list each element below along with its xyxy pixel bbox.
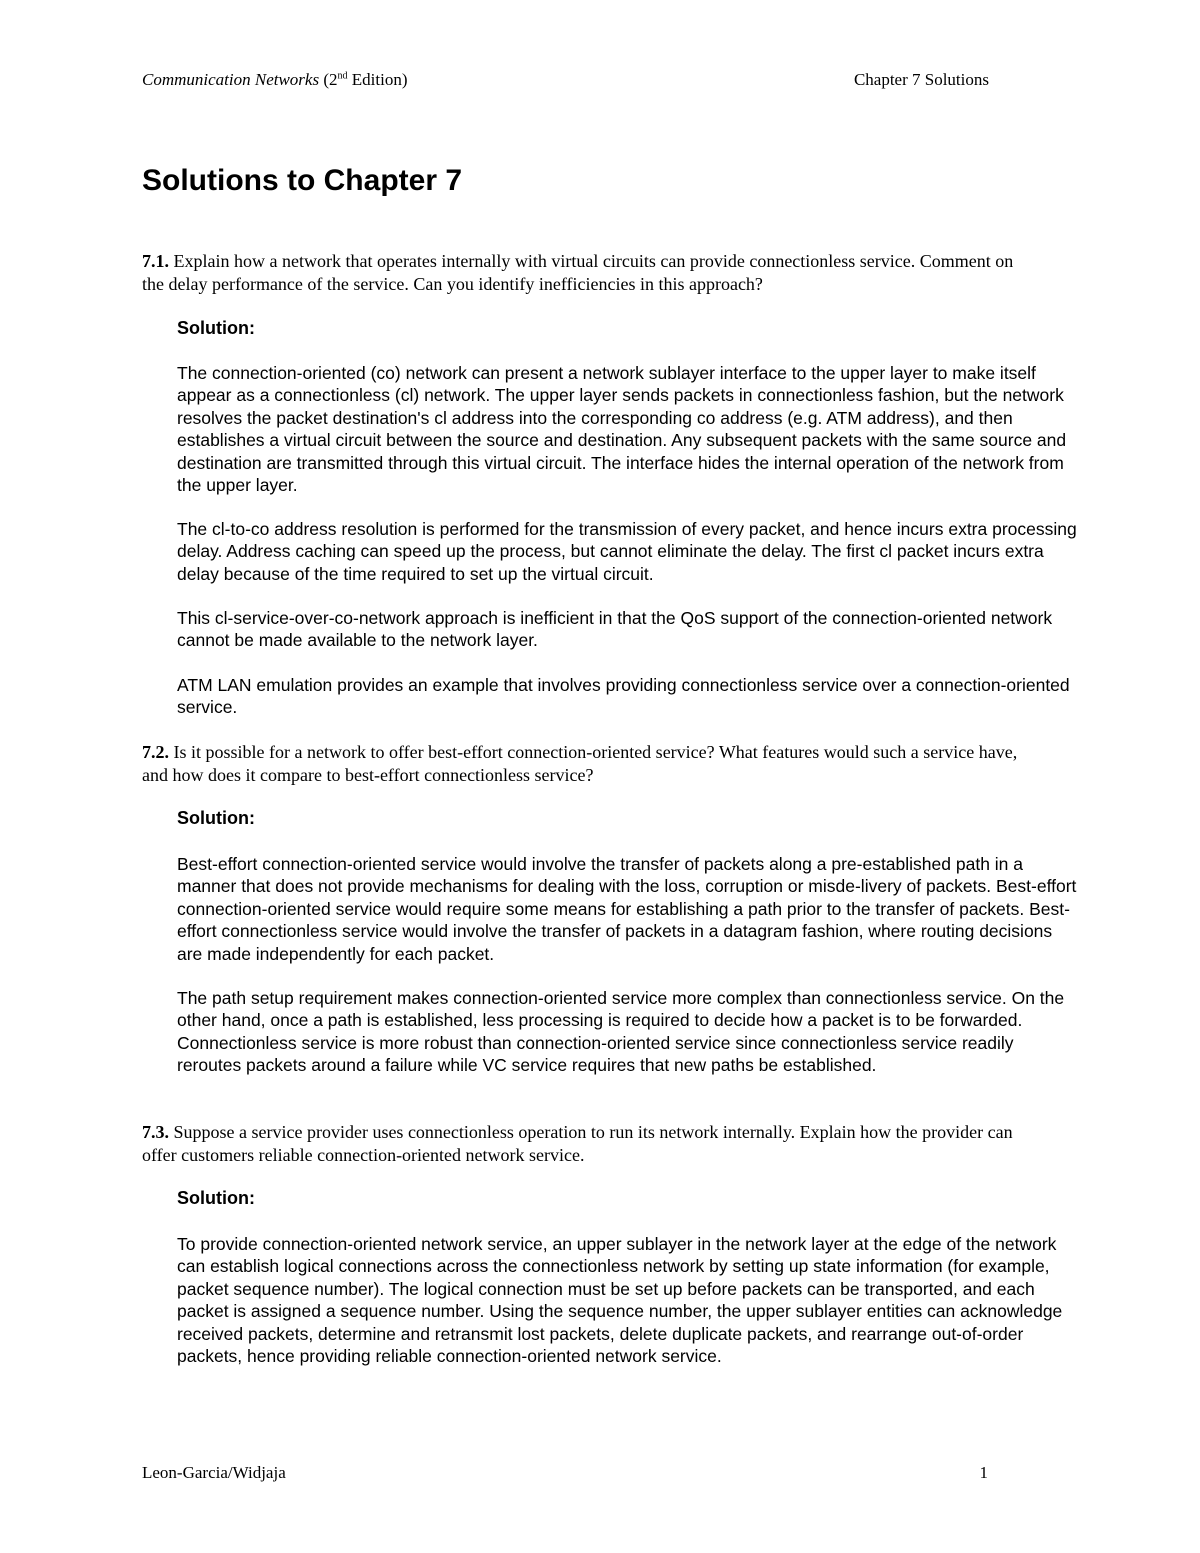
- problem-number: 7.1.: [142, 251, 169, 271]
- question-text: Is it possible for a network to offer best-effort connection-oriented service? What features would such a service have, and how does it compare to best-effort connectionless service?: [142, 742, 1018, 785]
- problem-number: 7.3.: [142, 1122, 169, 1142]
- solution-paragraph: Best-effort connection-oriented service would involve the transfer of packets along a pre-established path in a manner that does not provide mechanisms for dealing with the loss, corruption or misde-livery of packets. Best-effort connection-oriented service would require some means for establishing a path prior to the transfer of packets. Best-effort connectionless service would involve the transfer of packets in a datagram fashion, where routing decisions are made independently for each packet.: [177, 854, 1077, 964]
- running-header-chapter: Chapter 7 Solutions: [853, 70, 989, 89]
- problem-7-1-question: [142, 250, 1022, 295]
- solution-label: Solution:: [177, 808, 255, 828]
- solution-paragraph: The connection-oriented (co) network can present a network sublayer interface to the upper layer to make itself appear as a connectionless (cl) network. The upper layer sends packets in connectionless fashion, but the network resolves the packet destination's cl address into the corresponding co address (e.g. ATM address), and then establishes a virtual circuit between the source and destination. Any subsequent packets with the same source and destination are transmitted through this virtual circuit. The interface hides the internal operation of the network from the upper layer.: [177, 363, 1067, 496]
- edition-close: Edition): [347, 70, 408, 89]
- solution-label: Solution:: [177, 318, 255, 338]
- question-text: Explain how a network that operates internally with virtual circuits can provide connectionless service. Comment on the delay performance of the service. Can you identify inefficiencies in this approach?: [142, 251, 1014, 294]
- footer-authors: Leon-Garcia/Widjaja: [142, 1463, 286, 1482]
- solution-label: Solution:: [177, 1188, 255, 1208]
- edition-open: (2: [319, 70, 338, 89]
- problem-number: 7.2.: [142, 742, 169, 762]
- solution-paragraph: The cl-to-co address resolution is performed for the transmission of every packet, and hence incurs extra processing delay. Address caching can speed up the process, but cannot eliminate the delay. The first cl packet incurs extra delay because of the time required to set up the virtual circuit.: [177, 519, 1077, 584]
- page-number: 1: [979, 1463, 988, 1482]
- problem-7-2-question: [142, 741, 1022, 786]
- solution-paragraph: ATM LAN emulation provides an example that involves providing connectionless service over a connection-oriented service.: [177, 675, 1070, 718]
- page-title: Solutions to Chapter 7: [142, 164, 463, 197]
- problem-7-3-question: [142, 1121, 1022, 1166]
- solution-paragraph: To provide connection-oriented network service, an upper sublayer in the network layer at the edge of the network can establish logical connections across the connectionless network by setting up state information (for example, packet sequence number). The logical connection must be set up before packets can be transported, and each packet is assigned a sequence number. Using the sequence number, the upper sublayer entities can acknowledge received packets, determine and retransmit lost packets, delete duplicate packets, and rearrange out-of-order packets, hence providing reliable connection-oriented network service.: [177, 1234, 1063, 1367]
- question-text: Suppose a service provider uses connectionless operation to run its network internally. Explain how the provider can offer customers reliable connection-oriented network service.: [142, 1122, 1013, 1165]
- solution-paragraph: The path setup requirement makes connection-oriented service more complex than connectionless service. On the other hand, once a path is established, less processing is required to decide how a packet is to be forwarded. Connectionless service is more robust than connection-oriented service since connectionless service readily reroutes packets around a failure while VC service requires that new paths be established.: [177, 988, 1065, 1076]
- solution-paragraph: This cl-service-over-co-network approach is inefficient in that the QoS support of the connection-oriented network cannot be made available to the network layer.: [177, 608, 1053, 651]
- running-header-book: [142, 70, 407, 90]
- edition-superscript: nd: [337, 70, 348, 82]
- book-title: Communication Networks: [142, 70, 320, 89]
